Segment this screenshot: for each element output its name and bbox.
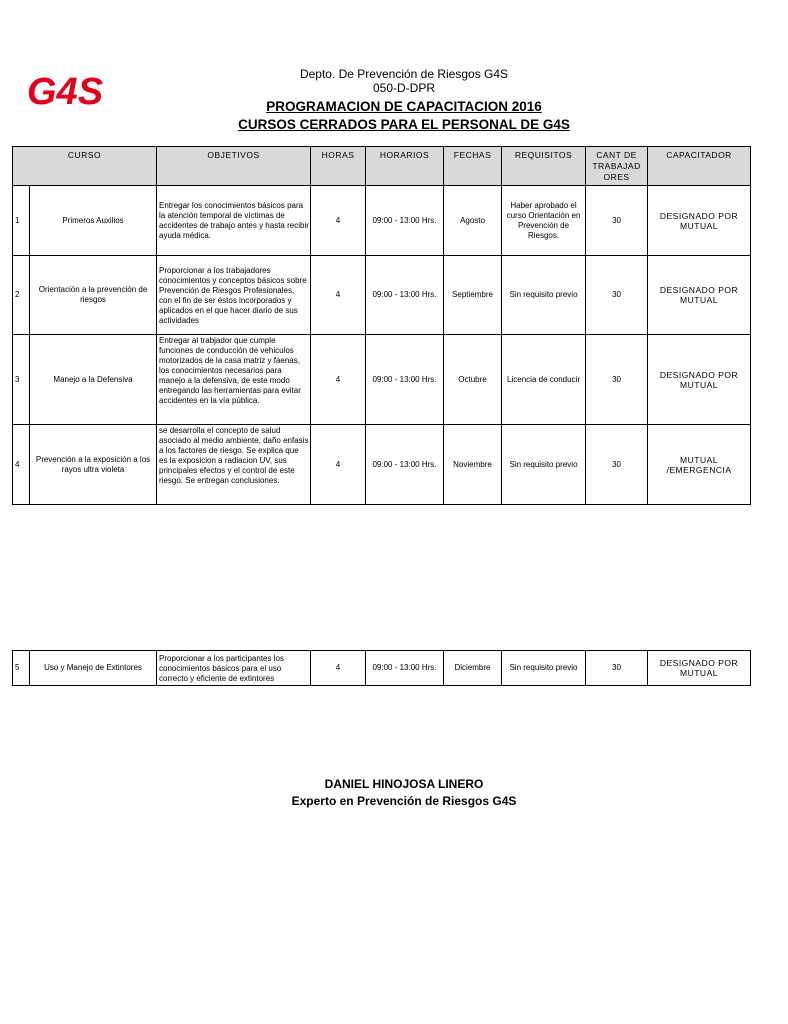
cant-cell: 30	[586, 335, 648, 425]
cant-cell: 30	[586, 186, 648, 256]
cant-cell: 30	[586, 256, 648, 335]
horarios-cell: 09:00 - 13:00 Hrs.	[366, 651, 444, 686]
capacitador-cell: DESIGNADO POR MUTUAL	[648, 186, 751, 256]
col-header-cant: CANT DE TRABAJAD ORES	[586, 147, 648, 186]
col-header-requisitos: REQUISITOS	[502, 147, 586, 186]
signature-role: Experto en Prevención de Riesgos G4S	[291, 794, 517, 808]
objetivos-cell: se desarrolla el concepto de salud asociado al medio ambiente, daño enfasis a los factores de riesgo. Se explica que es la exposicion a radiacion UV, sus principales efectos y el control de este riesgo. Se entregan conclusiones.	[157, 425, 311, 505]
requisitos-cell: Sin requisito previo	[502, 256, 586, 335]
department-line: Depto. De Prevención de Riesgos G4S	[299, 67, 509, 81]
curso-cell: Orientación a la prevención de riesgos	[30, 256, 157, 335]
capacitador-cell: DESIGNADO POR MUTUAL	[648, 335, 751, 425]
table-row	[13, 335, 751, 425]
row-number: 4	[13, 425, 30, 505]
horarios-cell: 09:00 - 13:00 Hrs.	[366, 425, 444, 505]
fechas-cell: Diciembre	[444, 651, 502, 686]
table-row	[13, 186, 751, 256]
fechas-cell: Noviembre	[444, 425, 502, 505]
col-header-capacitador: CAPACITADOR	[648, 147, 751, 186]
table-header-row	[13, 147, 751, 186]
training-table-continued	[12, 650, 751, 686]
horas-cell: 4	[311, 256, 366, 335]
requisitos-cell: Licencia de conducir	[502, 335, 586, 425]
row-number: 2	[13, 256, 30, 335]
horarios-cell: 09:00 - 13:00 Hrs.	[366, 335, 444, 425]
horarios-cell: 09:00 - 13:00 Hrs.	[366, 186, 444, 256]
requisitos-cell: Haber aprobado el curso Orientación en Prevención de Riesgos.	[502, 186, 586, 256]
capacitador-cell: MUTUAL /EMERGENCIA	[648, 425, 751, 505]
document-subtitle: CURSOS CERRADOS PARA EL PERSONAL DE G4S	[238, 117, 570, 132]
objetivos-cell: Entregar al trabjador que cumple funciones de conducción de vehiculos motorizados de la casa matriz y faenas, los conocimientos necesarios para manejo a la defensiva, de este modo entregando las herramientas para evitar accidentes en la vía pública.	[157, 335, 311, 425]
horas-cell: 4	[311, 425, 366, 505]
requisitos-cell: Sin requisito previo	[502, 651, 586, 686]
col-header-curso: CURSO	[13, 147, 157, 186]
row-number: 1	[13, 186, 30, 256]
col-header-fechas: FECHAS	[444, 147, 502, 186]
cant-cell: 30	[586, 651, 648, 686]
cant-cell: 30	[586, 425, 648, 505]
curso-cell: Uso y Manejo de Extintores	[30, 651, 157, 686]
signature-name: DANIEL HINOJOSA LINERO	[324, 777, 484, 791]
horas-cell: 4	[311, 186, 366, 256]
row-number: 5	[13, 651, 30, 686]
horas-cell: 4	[311, 651, 366, 686]
fechas-cell: Septiembre	[444, 256, 502, 335]
curso-cell: Prevención a la exposición a los rayos ultra violeta	[30, 425, 157, 505]
col-header-horarios: HORARIOS	[366, 147, 444, 186]
capacitador-cell: DESIGNADO POR MUTUAL	[648, 651, 751, 686]
fechas-cell: Octubre	[444, 335, 502, 425]
table-row	[13, 425, 751, 505]
horarios-cell: 09:00 - 13:00 Hrs.	[366, 256, 444, 335]
col-header-objetivos: OBJETIVOS	[157, 147, 311, 186]
curso-cell: Primeros Auxilios	[30, 186, 157, 256]
objetivos-cell: Entregar los conocimientos básicos para la atención temporal de víctimas de accidentes de trabajo antes y hasta recibir ayuda médica.	[157, 186, 311, 256]
objetivos-cell: Proporcionar a los participantes los conocimientos básicos para el uso correcto y eficiente de extintores	[157, 651, 311, 686]
capacitador-cell: DESIGNADO POR MUTUAL	[648, 256, 751, 335]
requisitos-cell: Sin requisito previo	[502, 425, 586, 505]
table-row	[13, 256, 751, 335]
logo-text: G4S	[27, 71, 104, 113]
horas-cell: 4	[311, 335, 366, 425]
document-title: PROGRAMACION DE CAPACITACION 2016	[266, 99, 542, 114]
training-table	[12, 146, 751, 505]
document-code: 050-D-DPR	[372, 81, 435, 95]
table-row	[13, 651, 751, 686]
row-number: 3	[13, 335, 30, 425]
objetivos-cell: Proporcionar a los trabajadores conocimientos y conceptos básicos sobre Prevención de Riesgos Profesionales, con el fin de ser éstos incorporados y aplicados en el que hacer diario de sus actividades	[157, 256, 311, 335]
curso-cell: Manejo a la Defensiva	[30, 335, 157, 425]
col-header-horas: HORAS	[311, 147, 366, 186]
fechas-cell: Agosto	[444, 186, 502, 256]
